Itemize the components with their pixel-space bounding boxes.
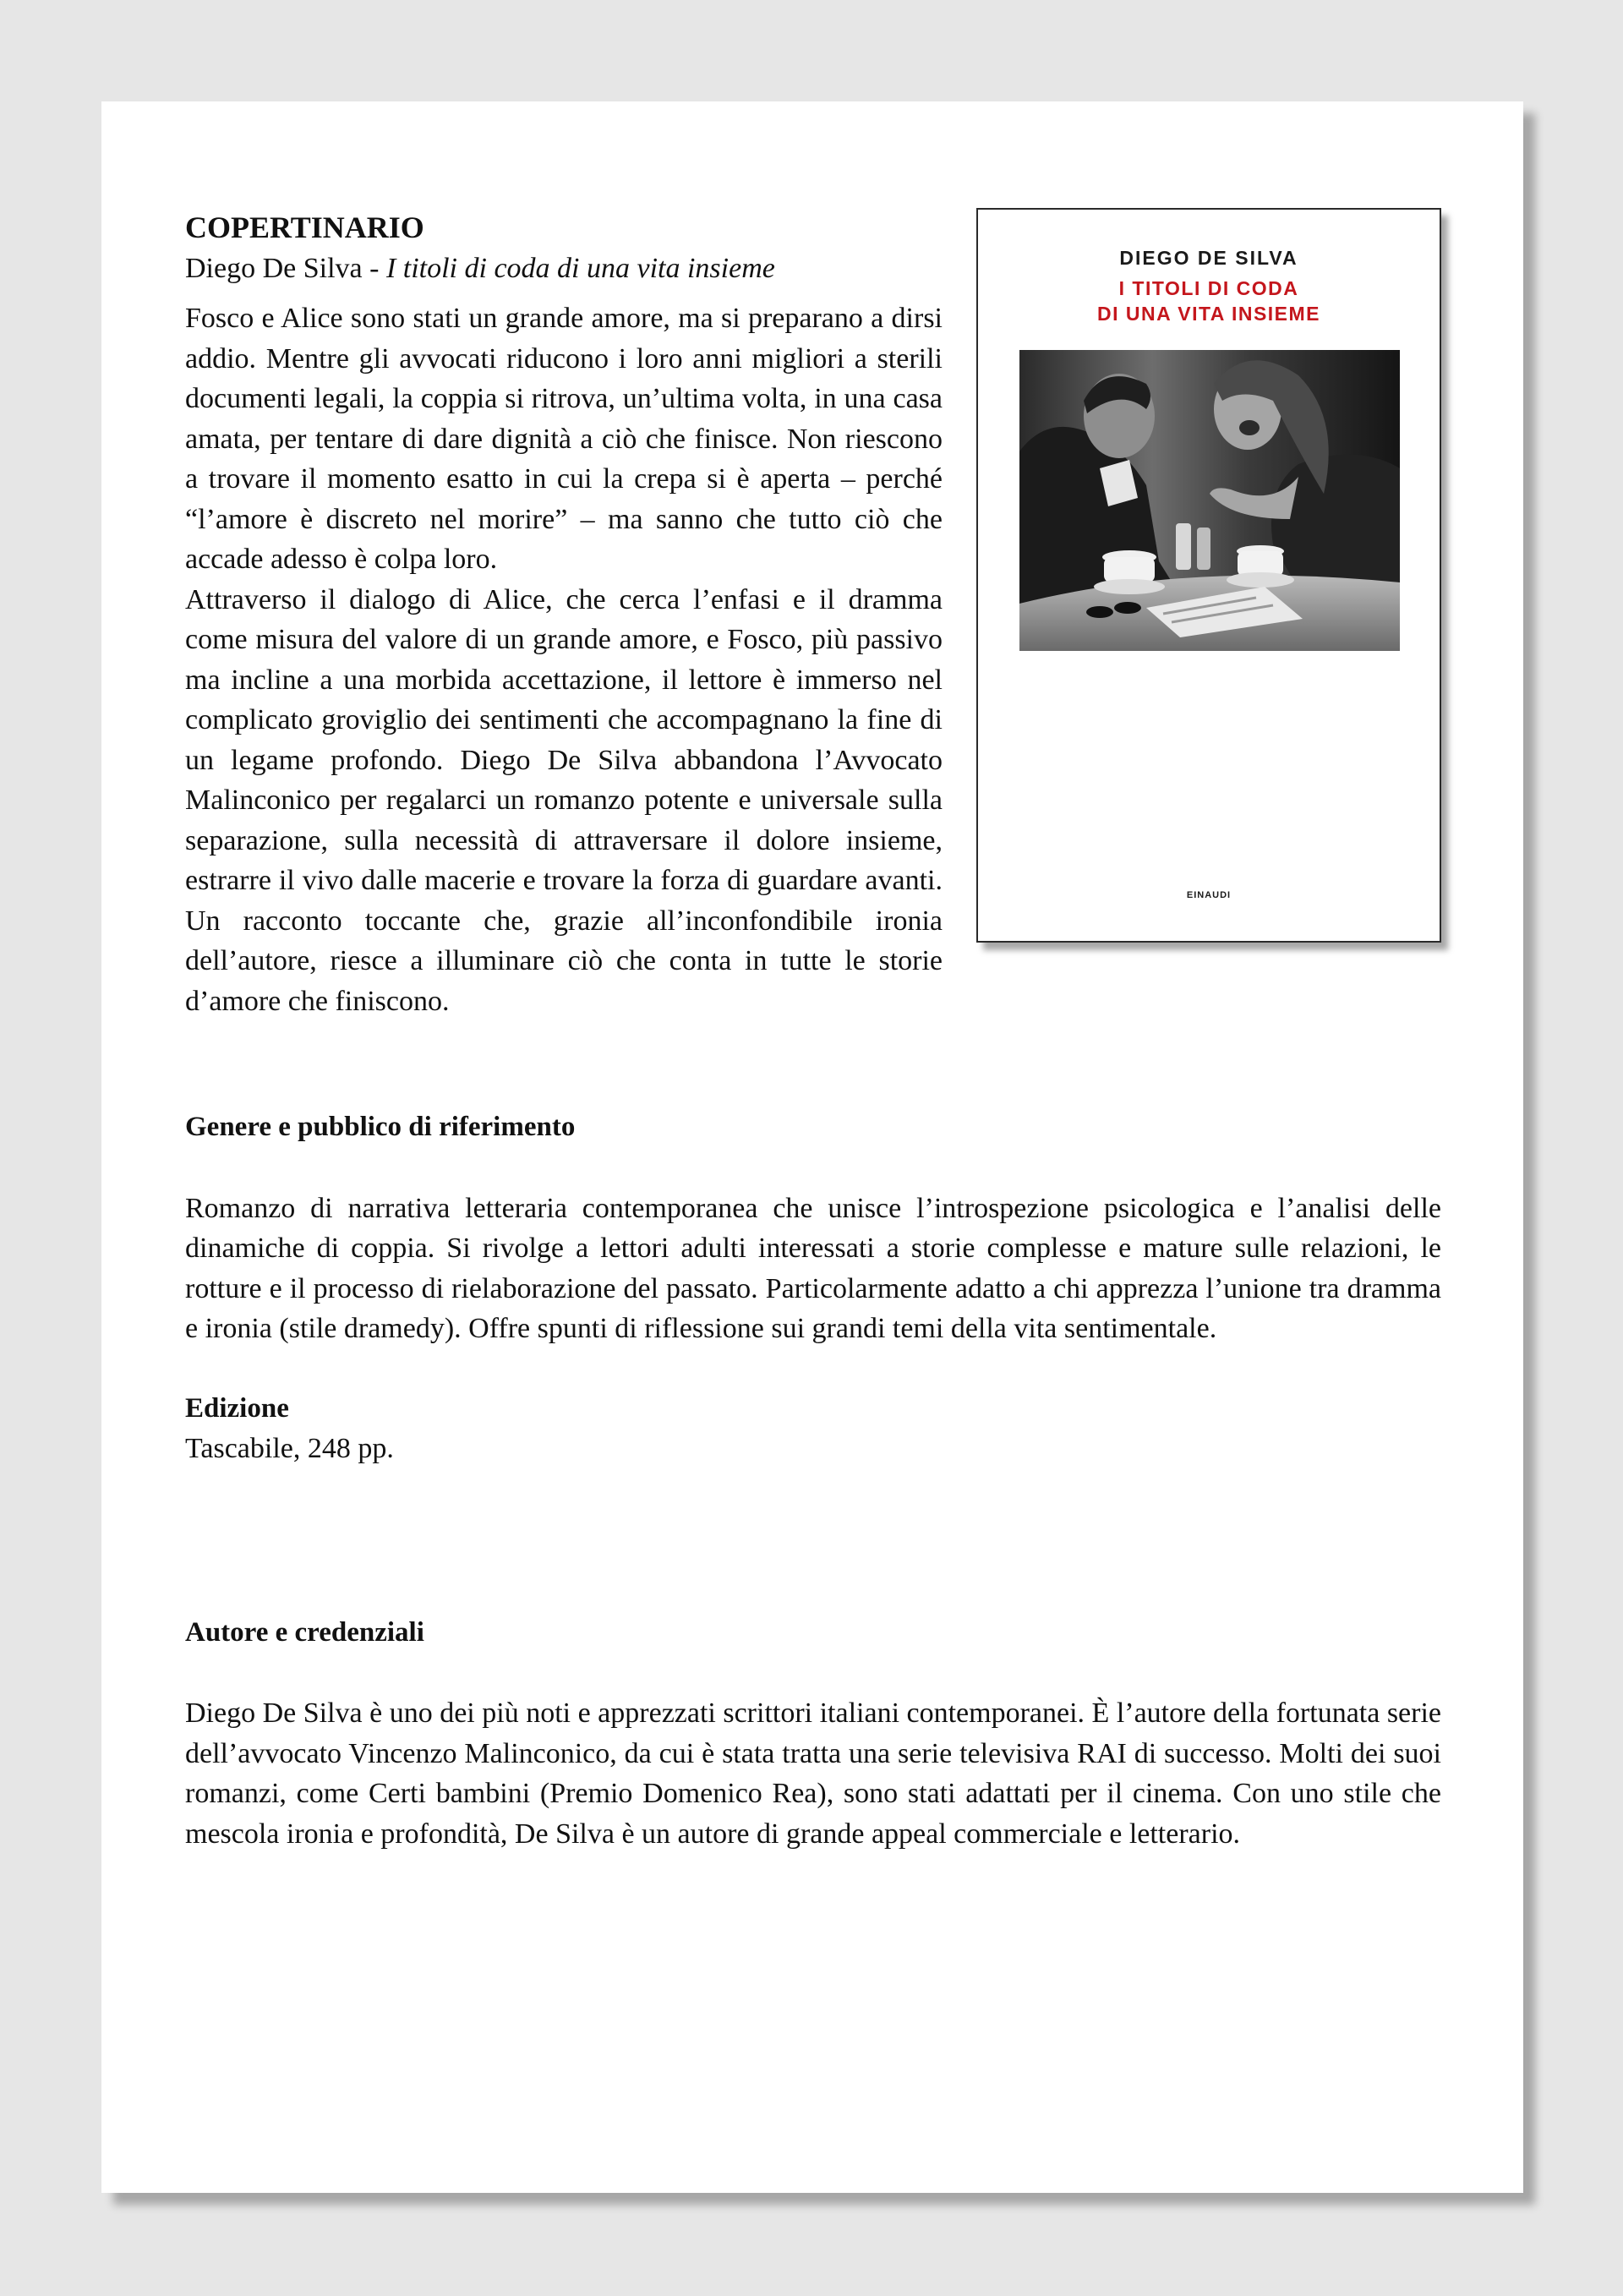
book-author: Diego De Silva -	[185, 252, 386, 284]
cover-author: DIEGO DE SILVA	[1119, 247, 1298, 269]
synopsis-paragraph-1: Fosco e Alice sono stati un grande amore, ma si preparano a dirsi addio. Mentre gli avvocati riducono i loro anni migliori a sterili documenti legali, la coppia si ritrova, un’ultima volta, in una casa amata, per tentare di dare dignità a ciò che finisce. Non riescono a trovare il momento esatto in cui la crepa si è aperta – perché “l’amore è discreto nel morire” – ma sanno che tutto ciò che accade adesso è colpa loro.	[185, 303, 943, 575]
document-content	[185, 208, 1441, 1854]
cover-title-line-1: I TITOLI DI CODA	[1118, 277, 1299, 299]
edition-section-title: Edizione	[185, 1392, 289, 1424]
author-section-text: Diego De Silva è uno dei più noti e apprezzati scrittori italiani contemporanei. È l’autore della fortunata serie dell’avvocato Vincenzo Malinconico, da cui è stata tratta una serie televisiva RAI di successo. Molti dei suoi romanzi, come Certi bambini (Premio Domenico Rea), sono stati adattati per il cinema. Con uno stile che mescola ironia e profondità, De Silva è un autore di grande appeal commerciale e letterario.	[185, 1697, 1442, 1850]
book-cover	[976, 208, 1441, 943]
document-page	[101, 101, 1523, 2193]
genre-section-text: Romanzo di narrativa letteraria contemporanea che unisce l’introspezione psicologica e l’analisi delle dinamiche di coppia. Si rivolge a lettori adulti interessati a storie complesse e mature sulle relazioni, le rotture e il processo di rielaborazione del passato. Particolarmente adatto a chi apprezza l’unione tra dramma e ironia (stile dramedy). Offre spunti di riflessione sui grandi temi della vita sentimentale.	[185, 1192, 1441, 1344]
author-section-title: Autore e credenziali	[185, 1616, 424, 1648]
cover-photo	[1019, 350, 1400, 651]
page-title: COPERTINARIO	[185, 210, 424, 244]
cover-title-line-2: DI UNA VITA INSIEME	[1096, 303, 1321, 325]
edition-section-text: Tascabile, 248 pp.	[185, 1433, 394, 1464]
genre-section-title: Genere e pubblico di riferimento	[185, 1112, 576, 1142]
cover-title	[978, 276, 1440, 326]
synopsis-paragraph-2: Attraverso il dialogo di Alice, che cerca l’enfasi e il dramma come misura del valore di un grande amore, e Fosco, più passivo ma incline a una morbida accettazione, il lettore è immerso nel complicato groviglio dei sentimenti che accompagnano la fine di un legame profondo. Diego De Silva abbandona l’Avvocato Malinconico per regalarci un romanzo potente e universale sulla separazione, sulla necessità di attraversare il dolore insieme, estrarre il vivo dalle macerie e trovare la forza di guardare avanti. Un racconto toccante che, grazie all’inconfondibile ironia dell’autore, riesce a illuminare ciò che conta in tutte le storie d’amore che finiscono.	[185, 583, 943, 1017]
cover-publisher: EINAUDI	[1186, 889, 1232, 900]
book-title: I titoli di coda di una vita insieme	[385, 252, 775, 284]
